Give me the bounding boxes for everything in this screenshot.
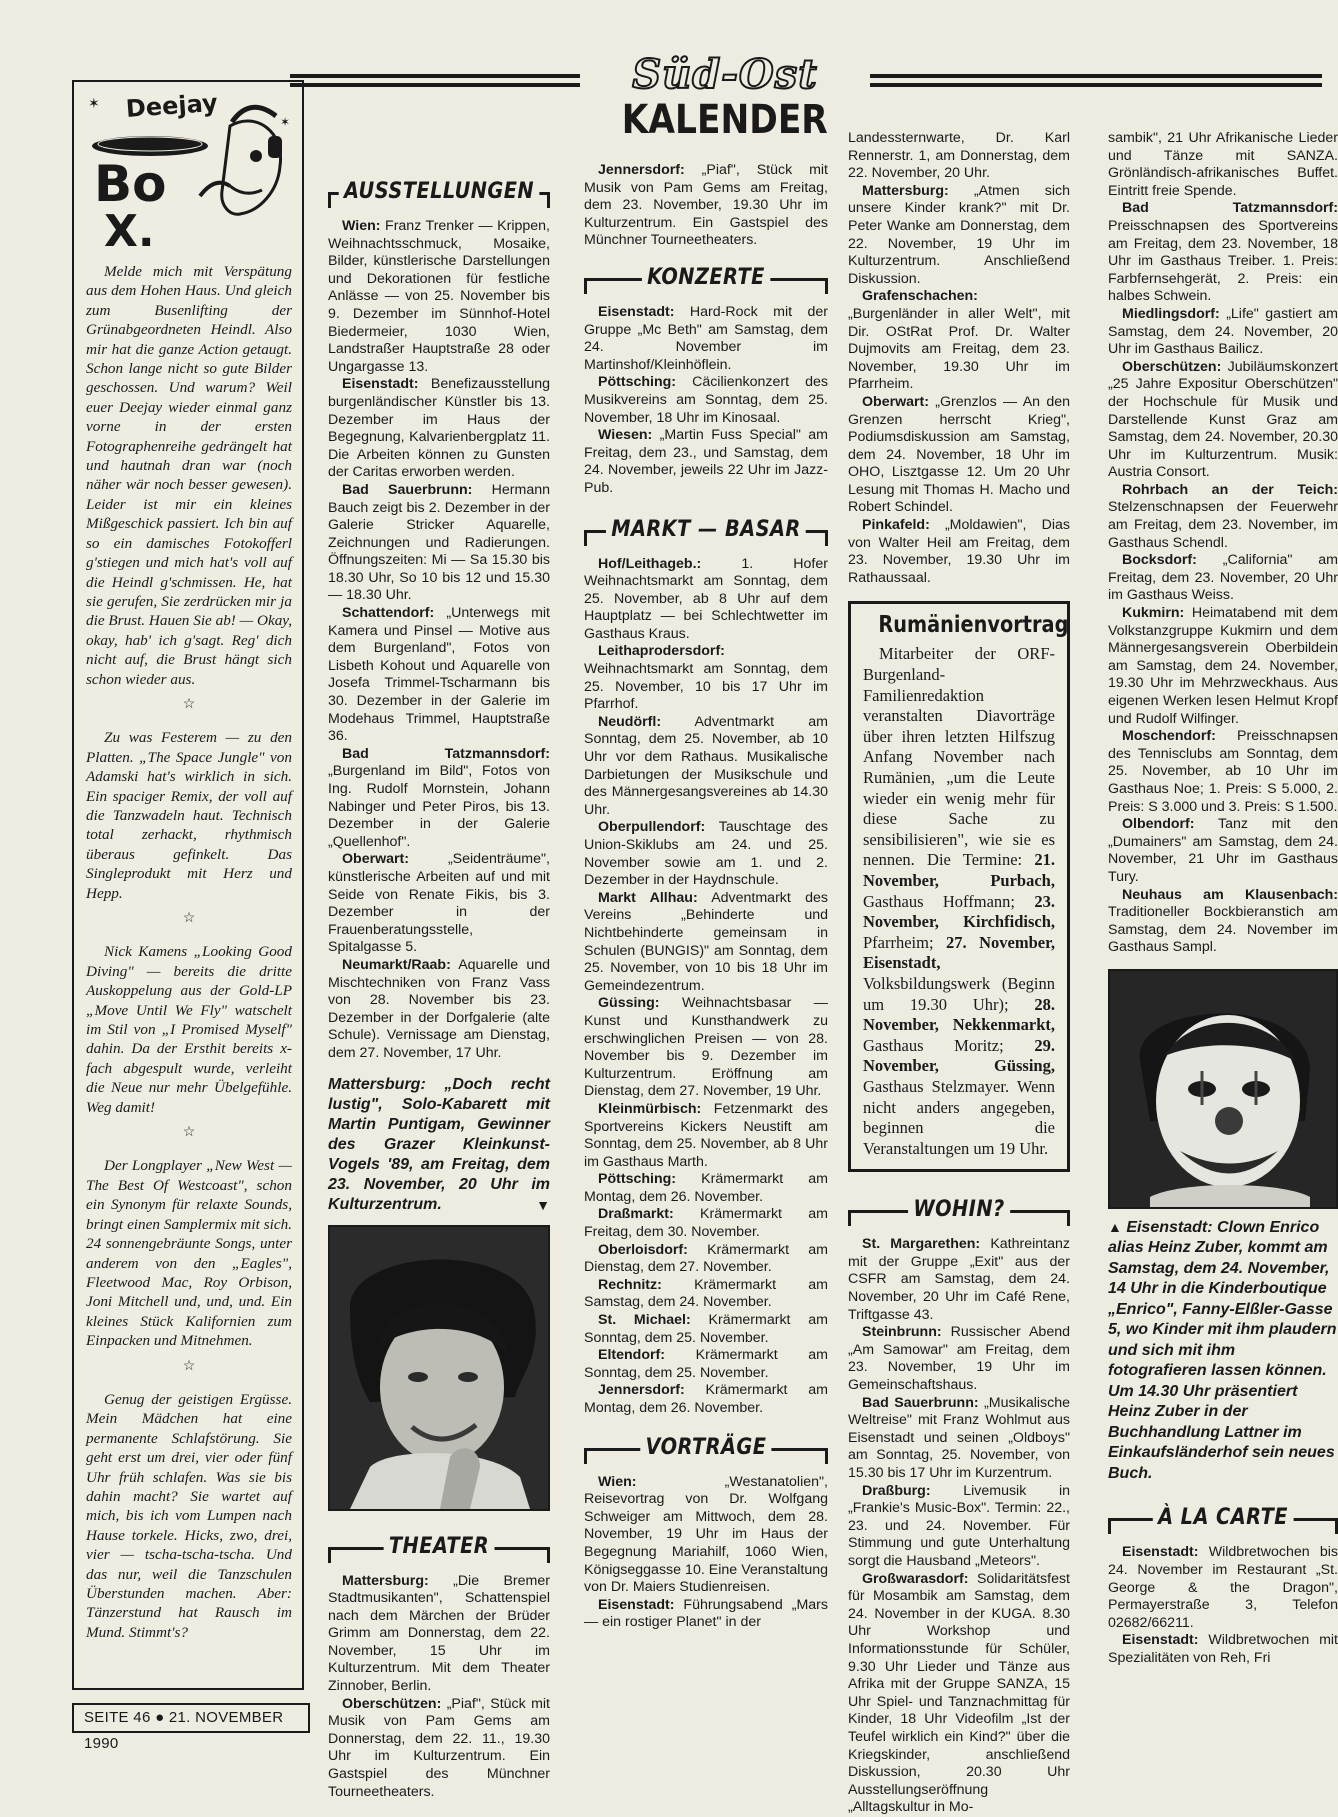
event-place: Eisenstadt: [1122, 1544, 1199, 1561]
event-entry [1108, 887, 1338, 957]
event-place: Hof/Leithageb.: [598, 555, 702, 572]
event-description: Krämermarkt am Sonntag, dem 25. November. [584, 1312, 828, 1346]
photo-portrait [328, 1225, 550, 1511]
section-header-vortraege [584, 1426, 828, 1466]
event-place: Oberwart: [862, 393, 930, 410]
logo-word-x: X. [104, 206, 155, 257]
event-description: Benefizausstellung burgenländischer Künstler bis 13. Dezember im Haus der Begegnung, Kalvarienbergplatz 11. Die Arbeiten können zu Gunsten der Caritas erworben werden. [328, 376, 550, 481]
event-description: Kathreintanz mit der Gruppe „Exit" aus der CSFR am Samstag, dem 24. November, 20 Uhr im Café Rene, Triftgasse 43. [848, 1236, 1070, 1323]
event-description: „Life" gastiert am Samstag, dem 24. November, 20 Uhr im Gasthaus Bailicz. [1108, 305, 1338, 358]
svg-text:✶: ✶ [280, 115, 291, 129]
event-entry [584, 1312, 828, 1347]
event-description: Franz Trenker — Krippen, Weihnachtsschmuck, Mosaike, Bilder, künstlerische Darstellungen und Dekorationen für festliche Anlässe — von 25. November bis 9. Dezember im Sünnhof-Hotel Biedermeier, 1030 Wien, Landstraßer Hauptstraße 28 oder Ungargasse 13. [328, 218, 550, 375]
event-entry [1108, 605, 1338, 728]
event-place: Mattersburg: [862, 182, 949, 199]
section-title: À LA CARTE [1153, 1502, 1293, 1534]
event-description: Weihnachtsbasar — Kunst und Kunsthandwerk zu erschwinglichen Preisen — von 28. November bis 9. Dezember im Kulturzentrum. Eröffnung am Dienstag, dem 27. November, 19 Uhr. [584, 995, 828, 1100]
event-place: Neumarkt/Raab: [342, 956, 451, 973]
event-description: Preisschnapsen des Tennisclubs am Sonntag, dem 25. November, ab 10 Uhr im Gasthaus Noe; 1. Preis: S 5.000, 2. Preis: S 3.000 und 3. Preis: S 1.500. [1108, 728, 1338, 815]
col4-top-list [848, 130, 1070, 587]
event-place: Oberpullendorf: [598, 819, 706, 836]
event-place: Pöttsching: [598, 1171, 677, 1188]
event-entry [584, 1474, 828, 1597]
event-place: Pöttsching: [598, 374, 677, 391]
clown-caption-text: Eisenstadt: Clown Enrico alias Heinz Zuber, kommt am Samstag, dem 24. November, 14 Uhr in die Kinderboutique „Enrico", Fanny-Elßler-Gasse 5, wo Kinder mit ihm plaudern und sich mit ihm fotografieren lassen können. Um 14.30 Uhr präsentiert Heinz Zuber in der Buchhandlung Lattner im Einkaufsländerhof sein neues Buch. [1108, 1218, 1337, 1482]
event-entry [1108, 1544, 1338, 1632]
logo-word-deejay: Deejay [124, 88, 219, 124]
event-place: Bad Sauerbrunn: [342, 481, 473, 498]
event-place: Markt Allhau: [598, 889, 698, 906]
deejay-paragraph-2: Zu was Festerem — zu den Platten. „The Space Jungle" von Adamski hat's wirklich in sich. Ein spaciger Remix, der voll auf die Tanzwadeln haut. Technisch total zerhackt, rhythmisch überaus gefinkelt. Das Singleprodukt mit Herz und Hepp. [86, 729, 292, 902]
event-description: Krämermarkt am Sonntag, dem 25. November. [584, 1347, 828, 1381]
event-entry [584, 1347, 828, 1382]
column-3 [584, 162, 828, 1632]
event-place: Bocksdorf: [1122, 552, 1197, 569]
event-description: Adventmarkt am Sonntag, dem 25. November, ab 10 Uhr vor dem Rathaus. Musikalische Darbietungen der Musikschule und des Männergesangsvereines ab 14.30 Uhr. [584, 713, 828, 818]
event-entry [584, 427, 828, 497]
event-place: Jennersdorf: [598, 162, 685, 178]
event-place: Oberschützen: [1122, 358, 1222, 375]
rumaenienvortrag-title: Rumänienvortrag [878, 612, 1069, 639]
event-entry [584, 374, 828, 427]
rumaenienvortrag-box [848, 601, 1070, 1172]
event-entry [584, 890, 828, 996]
event-place: Mattersburg: [342, 1572, 429, 1589]
event-entry [328, 218, 550, 376]
event-description: Traditioneller Bockbieranstich am Samstag, dem 24. November im Gasthaus Sampl. [1108, 904, 1338, 956]
event-place: Eisenstadt: [1122, 1632, 1199, 1649]
event-description: Fetzenmarkt des Sportvereins Kickers Neustift am Sonntag, dem 25. November, ab 8 Uhr im Gasthaus Marth. [584, 1100, 828, 1170]
event-entry [584, 714, 828, 820]
event-entry [848, 1395, 1070, 1483]
event-place: Wien: [342, 218, 381, 234]
event-entry [848, 130, 1070, 183]
event-entry [584, 1171, 828, 1206]
event-entry [1108, 359, 1338, 482]
event-description: Cäcilienkonzert des Musikvereins am Sonntag, dem 25. November, 18 Uhr im Kinosaal. [584, 374, 828, 426]
event-description: Stelzenschnapsen der Feuerwehr am Freitag, dem 23. November, im Gasthaus Schendl. [1108, 499, 1338, 551]
event-description: Führungsabend „Mars — ein rostiger Planet" in der [584, 1596, 828, 1631]
event-description: Russischer Abend „Am Samowar" am Freitag, dem 23. November, 19 Uhr im Gemeinschaftshaus. [848, 1324, 1070, 1394]
event-place: Oberloisdorf: [598, 1241, 688, 1258]
wohin-list [848, 1236, 1070, 1817]
section-title: AUSSTELLUNGEN [339, 176, 540, 208]
event-description: Weihnachtsmarkt am Sonntag, dem 25. November, 10 bis 17 Uhr im Pfarrhof. [584, 661, 828, 713]
section-header-wohin [848, 1188, 1070, 1228]
event-description: Krämermarkt am Dienstag, dem 27. November. [584, 1241, 828, 1276]
event-description: Tauschtage des Union-Skiklubs am 24. und 25. November sowie am 1. und 2. Dezember in der Haydnschule. [584, 819, 828, 889]
event-entry [328, 482, 550, 605]
photo-clown [1108, 969, 1338, 1209]
event-place: Schattendorf: [342, 605, 435, 622]
section-header-ausstellungen [328, 170, 550, 210]
deejay-paragraph-1: Melde mich mit Verspätung aus dem Hohen Haus. Und gleich zum Busenlifting der Grünabgeordneten Heindl. Also mir hat die ganze Action getaugt. Schon lange nicht so gute Bilder geschossen. Und warum? Weil euer Deejay wieder einmal ganz vorne in der ersten Fotographenreihe gedrängelt hat und hautnah dran war (noch näher wär noch besser gewesen). Leider ist mir ein kleines Mißgeschick passiert. Ich bin auf so ein damisches Fotokofferl g'stiegen und mich hat's voll auf die Heindl g'schmissen. He, hat sie gerufen, Sie zerdrücken mir ja die Brust. Hauen Sie ab! — Okay, okay, hab' ich g'sagt. Reg' dich nicht auf, die Brust hängt sich schon wieder aus. [86, 263, 292, 688]
event-entry [848, 1483, 1070, 1571]
event-description: „Atmen sich unsere Kinder krank?" mit Dr. Peter Wanke am Donnerstag, dem 22. November, 19 Uhr im Kulturzentrum. Anschließend Diskussion. [848, 182, 1070, 287]
event-place: Wiesen: [598, 427, 653, 444]
event-description: „Die Bremer Stadtmusikanten", Schattenspiel nach dem Märchen der Brüder Grimm am Donnerstag, dem 22. November, 15 Uhr im Kulturzentrum. Mit dem Theater Zinnober, Berlin. [328, 1572, 550, 1695]
event-place: Kukmirn: [1122, 605, 1185, 622]
event-description: Krämermarkt am Montag, dem 26. November. [584, 1382, 828, 1416]
section-title: MARKT — BASAR [606, 514, 806, 546]
deejay-paragraph-3: Nick Kamens „Looking Good Diving" — bereits die dritte Auskoppelung aus der Gold-LP „Move Until We Fly" watschelt im Stil von „I Promised Myself" dahin. Da der Ersthit bereits x-fach abgespult wurde, verleiht die Neue nur mehr Übelgefühle. Weg damit! [86, 943, 292, 1116]
star-icon: ☆ [182, 1358, 196, 1374]
event-place: Pinkafeld: [862, 517, 930, 534]
event-entry [584, 304, 828, 374]
event-description: „Piaf", Stück mit Musik von Pam Gems am Freitag, dem 23. November, 19.30 Uhr im Kulturzentrum. Ein Gastspiel des Münchner Tourneetheaters. [584, 162, 828, 249]
event-place: Leithaprodersdorf: [598, 643, 725, 660]
event-place: Neudörfl: [598, 713, 662, 730]
event-description: „Burgenland im Bild", Fotos von Ing. Rudolf Mornstein, Johann Nabinger und Peter Piros, bis 13. Dezember in der Galerie „Quellenhof". [328, 763, 550, 850]
event-place: Jennersdorf: [598, 1382, 685, 1399]
deejay-article [86, 262, 292, 1648]
event-entry [1108, 306, 1338, 359]
event-place: Eisenstadt: [342, 376, 419, 393]
event-entry [328, 746, 550, 852]
event-place: Steinbrunn: [862, 1324, 942, 1341]
column-2 [328, 170, 550, 1801]
event-entry [1108, 130, 1338, 200]
event-entry [328, 376, 550, 482]
event-description: „California" am Freitag, dem 23. November, 20 Uhr im Gasthaus Weiss. [1108, 552, 1338, 604]
event-entry [1108, 1632, 1338, 1667]
section-header-markt [584, 508, 828, 548]
event-entry [848, 288, 1070, 394]
event-description: 1. Hofer Weihnachtsmarkt am Sonntag, dem 25. November, ab 8 Uhr auf dem Hauptplatz — bei Schlechtwetter im Gasthaus Kraus. [584, 555, 828, 642]
event-description: „Westanatolien", Reisevortrag von Dr. Wolfgang Schweiger am Mittwoch, dem 28. November, 19 Uhr im Haus der Begegnung Mariahilf, 1060 Wien, Königseggasse 10. Eine Veranstaltung von Dr. Maiers Studienreisen. [584, 1473, 828, 1596]
column-4 [848, 130, 1070, 1817]
event-place: Draßmarkt: [598, 1206, 674, 1223]
event-description: Hard-Rock mit der Gruppe „Mc Beth" am Samstag, dem 24. November im Martinshof/Kleinhöflein. [584, 303, 828, 373]
kabarett-text: Mattersburg: „Doch recht lustig", Solo-Kabarett mit Martin Puntigam, Gewinner des Grazer Kleinkunst-Vogels '89, am Freitag, dem 23. November, 20 Uhr im Kulturzentrum. [328, 1075, 550, 1213]
event-place: Draßburg: [862, 1482, 931, 1499]
event-description: Krämermarkt am Samstag, dem 24. November. [584, 1276, 828, 1311]
event-description: „Piaf", Stück mit Musik von Pam Gems am Donnerstag, dem 22. 11., 19.30 Uhr im Kulturzentrum. Ein Gastspiel des Münchner Tourneetheaters. [328, 1695, 550, 1800]
ausstellungen-list [328, 218, 550, 1063]
event-description: Tanz mit den „Dumainers" am Samstag, dem 24. November, 21 Uhr im Gasthaus Tury. [1108, 816, 1338, 885]
page-footer: SEITE 46 ● 21. NOVEMBER 1990 [72, 1703, 310, 1733]
event-place: Eisenstadt: [598, 1596, 675, 1613]
event-entry [1108, 482, 1338, 552]
star-icon: ☆ [182, 911, 196, 926]
kabarett-highlight [328, 1075, 550, 1215]
event-place: Rechnitz: [598, 1276, 662, 1293]
event-description: „Seidenträume", künstlerische Arbeiten auf und mit Seide von Renate Fikis, bis 3. Dezember in der Frauenberatungsstelle, Spitalgasse 5. [328, 851, 550, 956]
event-place: Rohrbach an der Teich: [1122, 481, 1338, 498]
event-entry [584, 643, 828, 713]
section-title: THEATER [384, 1531, 495, 1563]
event-entry [1108, 728, 1338, 816]
event-entry [584, 556, 828, 644]
clown-caption [1108, 1217, 1338, 1485]
event-description: „Moldawien", Dias von Walter Heil am Freitag, dem 23. November, 19.30 Uhr im Rathaussaal. [848, 517, 1070, 586]
event-entry [584, 1242, 828, 1277]
deejay-paragraph-5: Genug der geistigen Ergüsse. Mein Mädchen hat eine permanente Schlafstörung. Sie geht erst um drei, vier oder fünf Uhr früh schlafen. Was sie bis dahin macht? Sie wartet auf mich, bis ich vom Lumpen nach Hause torkele. Hicks, zwo, drei, vier — tscha-tscha-tscha. Und das nur, weil die Tanzschulen Überstunden machen. Aber: Tänzerstund hat Rausch im Mund. Stimmt's? [86, 1390, 292, 1641]
event-description: Heimatabend mit dem Volkstanzgruppe Kukmirn und dem Männergesangsverein Oberbildein am Samstag, dem 24. November, 19.30 Uhr im Mehrzweckhaus. Aus eigenen Werken lesen Helmut Kropf und Rudolf Wilfinger. [1108, 605, 1338, 727]
event-place: Großwarasdorf: [862, 1570, 969, 1587]
event-place: Eltendorf: [598, 1347, 665, 1364]
event-entry [848, 183, 1070, 289]
deejay-box-column [72, 80, 304, 1690]
event-place: Miedlingsdorf: [1122, 305, 1220, 322]
rumaenienvortrag-text: Mitarbeiter der ORF-Burgenland-Familienredaktion veranstalten Diavorträge über ihren letzten Hilfszug Anfang November nach Rumänien, „um die Leute wieder ein wenig mehr für diese Sache zu sensibilisieren", wie sie es nennen. Die Termine: 21. November, Purbach, Gasthaus Hoffmann; 23. November, Kirchfidisch, Pfarrheim; 27. November, Eisenstadt, Volksbildungswerk (Beginn um 19.30 Uhr); 28. November, Nekkenmarkt, Gasthaus Moritz; 29. November, Güssing, Gasthaus Stelzmayer. Wenn nicht anders angegeben, beginnen die Veranstaltungen um 19 Uhr. [863, 644, 1056, 1158]
event-place: Kleinmürbisch: [598, 1100, 702, 1117]
event-description: Landessternwarte, Dr. Karl Rennerstr. 1, am Donnerstag, dem 22. November, 20 Uhr. [848, 130, 1070, 182]
event-place: Neuhaus am Klausenbach: [1122, 886, 1338, 903]
col5-top-list [1108, 130, 1338, 957]
event-entry [584, 1382, 828, 1417]
section-header-konzerte [584, 256, 828, 296]
event-description: Wildbretwochen bis 24. November im Restaurant „St. George & the Dragon", Permayerstraße 3, Telefon 02682/66211. [1108, 1544, 1338, 1631]
event-entry [1108, 200, 1338, 306]
event-place: Moschendorf: [1122, 728, 1216, 745]
event-entry [328, 605, 550, 746]
deejay-box-logo [80, 86, 298, 257]
section-title: WOHIN? [908, 1194, 1010, 1226]
event-place: St. Michael: [598, 1312, 691, 1329]
event-description: „Burgenländer in aller Welt", mit Dir. OStRat Prof. Dr. Walter Dujmovits am Freitag, dem 23. November, 19.30 Uhr im Pfarrheim. [848, 305, 1070, 393]
event-entry [584, 1101, 828, 1171]
triangle-up-icon: ▲ [1108, 1218, 1122, 1235]
event-place: St. Margarethen: [862, 1236, 981, 1253]
event-description: Hermann Bauch zeigt bis 2. Dezember in der Galerie Stricker Aquarelle, Zeichnungen und Radierungen. Öffnungszeiten: Mi — Sa 15.30 bis 18.30 Uhr, So 10 bis 12 und 15.30 — 18.30 Uhr. [328, 481, 551, 604]
event-entry [328, 957, 550, 1063]
deejay-paragraph-4: Der Longplayer „New West — The Best Of Westcoast", schon ein Synonym für relaxte Sounds, bringt einen Samplermix mit sich. 24 sonnengebräunte Songs, unter anderem von den „Eagles", Fleetwood Mac, Roy Orbison, Joni Mitchell und, und, und. Ein kleines Stück Kalifornien zum Einpacken und Mitnehmen. [86, 1157, 292, 1350]
event-description: Livemusik in „Frankie's Music-Box". Termin: 22., 23. und 24. November. Für Stimmung und gute Unterhaltung sorgt die Hausband „Meteors". [848, 1482, 1070, 1569]
event-place: Bad Tatzmannsdorf: [342, 745, 550, 762]
logo-word-bo: Bo [94, 155, 167, 213]
event-entry [848, 517, 1070, 587]
arrow-down-icon: ▼ [536, 1196, 550, 1213]
event-entry [328, 1573, 550, 1696]
col3-top-list [584, 162, 828, 250]
event-entry [328, 1696, 550, 1802]
event-description: Jubiläumskonzert „25 Jahre Expositur Oberschützen" der Hochschule für Musik und Darstellende Kunst Graz am Samstag, dem 24. November, 20.30 Uhr im Kulturzentrum. Musik: Austria Consort. [1108, 358, 1338, 481]
event-entry [584, 995, 828, 1101]
event-entry [848, 1236, 1070, 1324]
event-entry [584, 1277, 828, 1312]
star-icon: ☆ [182, 1125, 196, 1141]
svg-text:✶: ✶ [88, 96, 100, 112]
markt-list [584, 556, 828, 1418]
event-entry [328, 851, 550, 957]
event-description: Aquarelle und Mischtechniken von Franz Vass von 28. November bis 23. Dezember in der Dorfgalerie (alte Schule). Vernissage am Dienstag, dem 27. November, 17 Uhr. [328, 956, 550, 1061]
event-place: Olbendorf: [1122, 816, 1195, 833]
masthead-script: Süd-Ost [632, 51, 818, 98]
event-description: Solidaritätsfest für Mosambik am Samstag, dem 24. November in der KUGA. 8.30 Uhr Workshop und Informationsstunde für Schüler, 9.30 Uhr Lieder und Tänze aus Afrika mit der Gruppe SANZA, 15 Uhr Spiel- und Tanznachmittag für Kinder, 18 Uhr Videofilm „Ist der Teufel wirklich ein Kind?" über die Kriegskinder, anschließend Diskussion, 20.30 Uhr Ausstellungseröffnung „Alltagskultur in Mo- [848, 1570, 1070, 1816]
alacarte-list [1108, 1544, 1338, 1667]
event-entry [584, 162, 828, 250]
masthead [580, 52, 870, 152]
event-place: Oberschützen: [342, 1695, 442, 1712]
column-5 [1108, 130, 1338, 1668]
event-description: Krämermarkt am Freitag, dem 30. November. [584, 1206, 828, 1241]
event-place: Wien: [598, 1473, 637, 1490]
konzerte-list [584, 304, 828, 498]
section-title: KONZERTE [642, 262, 770, 294]
event-description: Preisschnapsen des Sportvereins am Freitag, dem 23. November, 18 Uhr im Gasthaus Treiber. 1. Preis: Farbfernsehgerät, 2. Preis: ein halbes Schwein. [1108, 217, 1338, 305]
event-place: Bad Tatzmannsdorf: [1122, 200, 1338, 217]
section-title: VORTRÄGE [640, 1432, 771, 1464]
event-entry [848, 1324, 1070, 1394]
event-entry [1108, 552, 1338, 605]
section-header-theater [328, 1525, 550, 1565]
event-description: Krämermarkt am Montag, dem 26. November. [584, 1171, 828, 1205]
event-description: „Grenzlos — An den Grenzen herrscht Krieg", Podiumsdiskussion am Samstag, dem 24. November, 18 Uhr im OHO, Lisztgasse 12. Um 20 Uhr Lesung mit Thomas H. Macho und Robert Schindel. [848, 393, 1070, 516]
event-entry [584, 1597, 828, 1632]
vortraege-list [584, 1474, 828, 1632]
event-entry [848, 1571, 1070, 1817]
masthead-title: KALENDER [621, 97, 829, 143]
section-header-alacarte [1108, 1496, 1338, 1536]
event-place: Eisenstadt: [598, 303, 675, 320]
event-place: Oberwart: [342, 851, 410, 868]
event-entry [584, 819, 828, 889]
event-place: Güssing: [598, 995, 660, 1012]
event-place: Grafenschachen: [862, 288, 978, 305]
star-icon: ☆ [182, 696, 196, 712]
event-entry [1108, 816, 1338, 886]
event-entry [848, 394, 1070, 517]
event-entry [584, 1206, 828, 1241]
event-description: sambik", 21 Uhr Afrikanische Lieder und Tänze mit SANZA. Grönländisch-afrikanisches Buffet. Eintritt freie Spende. [1108, 130, 1338, 199]
event-description: „Musikalische Weltreise" mit Franz Wohlmut aus Eisenstadt und seinen „Oldboys" am Sonntag, 25. November, von 15.30 bis 17 Uhr im Kurzentrum. [848, 1394, 1070, 1481]
event-description: Adventmarkt des Vereins „Behinderte und Nichtbehinderte gemeinsam in Schulen (BUNGIS)" am Sonntag, dem 25. November, von 10 bis 18 Uhr im Gemeindezentrum. [584, 889, 828, 994]
event-description: „Martin Fuss Special" am Freitag, dem 23., und Samstag, dem 24. November, jeweils 22 Uhr im Jazz-Pub. [584, 427, 828, 496]
theater-list [328, 1573, 550, 1802]
event-description: „Unterwegs mit Kamera und Pinsel — Motive aus dem Burgenland", Fotos von Lisbeth Kohout und Aquarelle von Josefa Trimmel-Tscharmann bis 30. Dezember in der Galerie im Modehaus Trimmel, Hauptstraße 36. [328, 605, 550, 745]
event-description: Wildbretwochen mit Spezialitäten von Reh, Fri [1108, 1632, 1338, 1666]
event-place: Bad Sauerbrunn: [862, 1394, 979, 1411]
